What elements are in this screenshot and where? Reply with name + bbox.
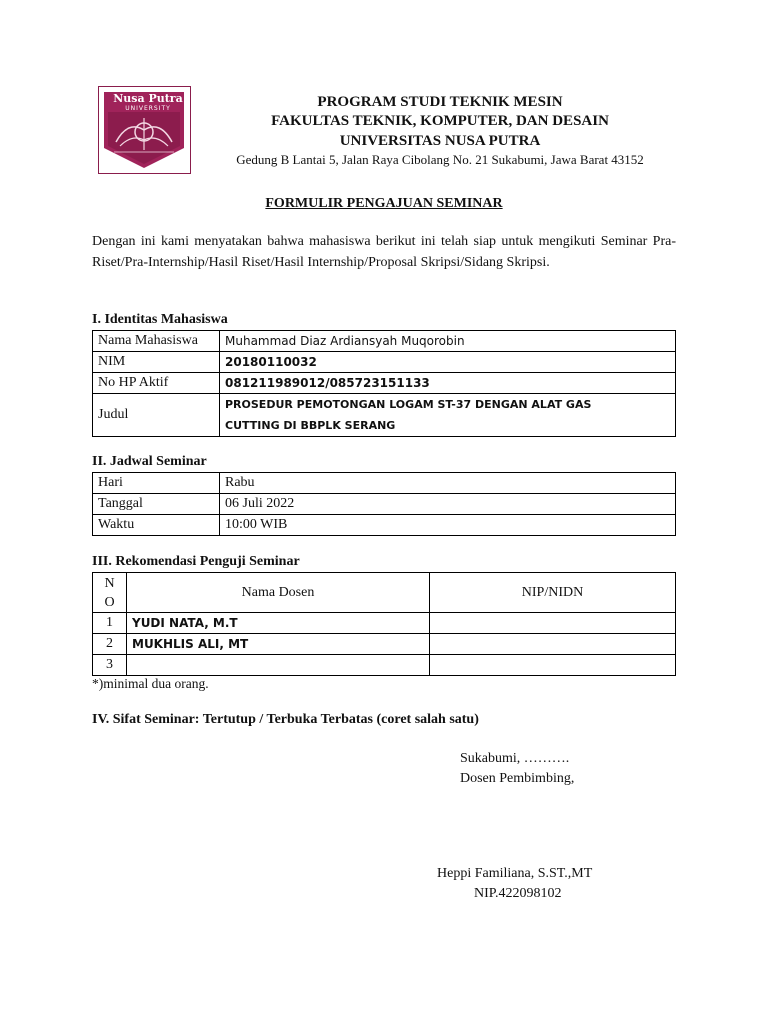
label-cell: No HP Aktif [93, 373, 220, 394]
waktu-value: 10:00 WIB [220, 515, 676, 536]
faculty-name: FAKULTAS TEKNIK, KOMPUTER, DAN DESAIN [271, 113, 609, 129]
dosen-nip [430, 634, 676, 655]
judul-line-2: CUTTING DI BBPLK SERANG [225, 419, 396, 432]
table-header-row [93, 573, 676, 613]
table-row [93, 494, 676, 515]
nama-mahasiswa-value: Muhammad Diaz Ardiansyah Muqorobin [220, 331, 676, 352]
section-sifat-title: IV. Sifat Seminar: Tertutup / Terbuka Terbatas (coret salah satu) [92, 712, 479, 727]
table-row [93, 352, 676, 373]
penguji-table [92, 572, 676, 676]
jadwal-table [92, 472, 676, 536]
judul-value [220, 394, 676, 437]
dosen-name: MUKHLIS ALI, MT [127, 634, 430, 655]
program-name: PROGRAM STUDI TEKNIK MESIN [317, 94, 563, 110]
dosen-nip [430, 613, 676, 634]
header-no-line-2: O [104, 594, 115, 610]
identitas-table [92, 330, 676, 437]
section-jadwal-title: II. Jadwal Seminar [92, 454, 207, 469]
label-cell: Hari [93, 473, 220, 494]
dosen-nip [430, 655, 676, 676]
header-nama-dosen: Nama Dosen [127, 573, 430, 613]
table-row [93, 394, 676, 437]
university-logo [98, 86, 191, 174]
intro-paragraph: Dengan ini kami menyatakan bahwa mahasiswa berikut ini telah siap untuk mengikuti Seminar Pra-Riset/Pra-Internship/Hasil Riset/Hasil Internship/Proposal Skripsi/Sidang Skripsi. [92, 234, 676, 270]
tanggal-value: 06 Juli 2022 [220, 494, 676, 515]
table-row [93, 655, 676, 676]
signature-name: Heppi Familiana, S.ST.,MT [437, 866, 593, 881]
table-row [93, 331, 676, 352]
logo-subtext: UNIVERSITY [125, 105, 171, 112]
form-title: FORMULIR PENGAJUAN SEMINAR [265, 196, 503, 211]
university-name: UNIVERSITAS NUSA PUTRA [339, 133, 541, 149]
signature-role: Dosen Pembimbing, [460, 771, 575, 786]
address: Gedung B Lantai 5, Jalan Raya Cibolang No. 21 Sukabumi, Jawa Barat 43152 [236, 152, 644, 167]
logo-text: Nusa Putra [113, 92, 183, 105]
table-row [93, 373, 676, 394]
label-cell: Waktu [93, 515, 220, 536]
section-identitas-title: I. Identitas Mahasiswa [92, 312, 228, 327]
label-cell: NIM [93, 352, 220, 373]
minimum-note: *)minimal dua orang. [92, 676, 209, 691]
label-cell: Judul [93, 394, 220, 437]
dosen-name [127, 655, 430, 676]
label-cell: Nama Mahasiswa [93, 331, 220, 352]
header-no [93, 573, 127, 613]
table-row [93, 634, 676, 655]
header-nip: NIP/NIDN [430, 573, 676, 613]
section-penguji-title: III. Rekomendasi Penguji Seminar [92, 554, 300, 569]
nim-value: 20180110032 [220, 352, 676, 373]
row-no: 3 [93, 655, 127, 676]
hari-value: Rabu [220, 473, 676, 494]
label-cell: Tanggal [93, 494, 220, 515]
dosen-name: YUDI NATA, M.T [127, 613, 430, 634]
header-no-line-1: N [104, 575, 115, 591]
table-row [93, 473, 676, 494]
row-no: 2 [93, 634, 127, 655]
hp-value: 081211989012/085723151133 [220, 373, 676, 394]
judul-line-1: PROSEDUR PEMOTONGAN LOGAM ST-37 DENGAN ALAT GAS [225, 398, 592, 411]
place-date: Sukabumi, ………. [460, 751, 570, 766]
table-row [93, 613, 676, 634]
signature-nip: NIP.422098102 [474, 886, 562, 901]
row-no: 1 [93, 613, 127, 634]
table-row [93, 515, 676, 536]
